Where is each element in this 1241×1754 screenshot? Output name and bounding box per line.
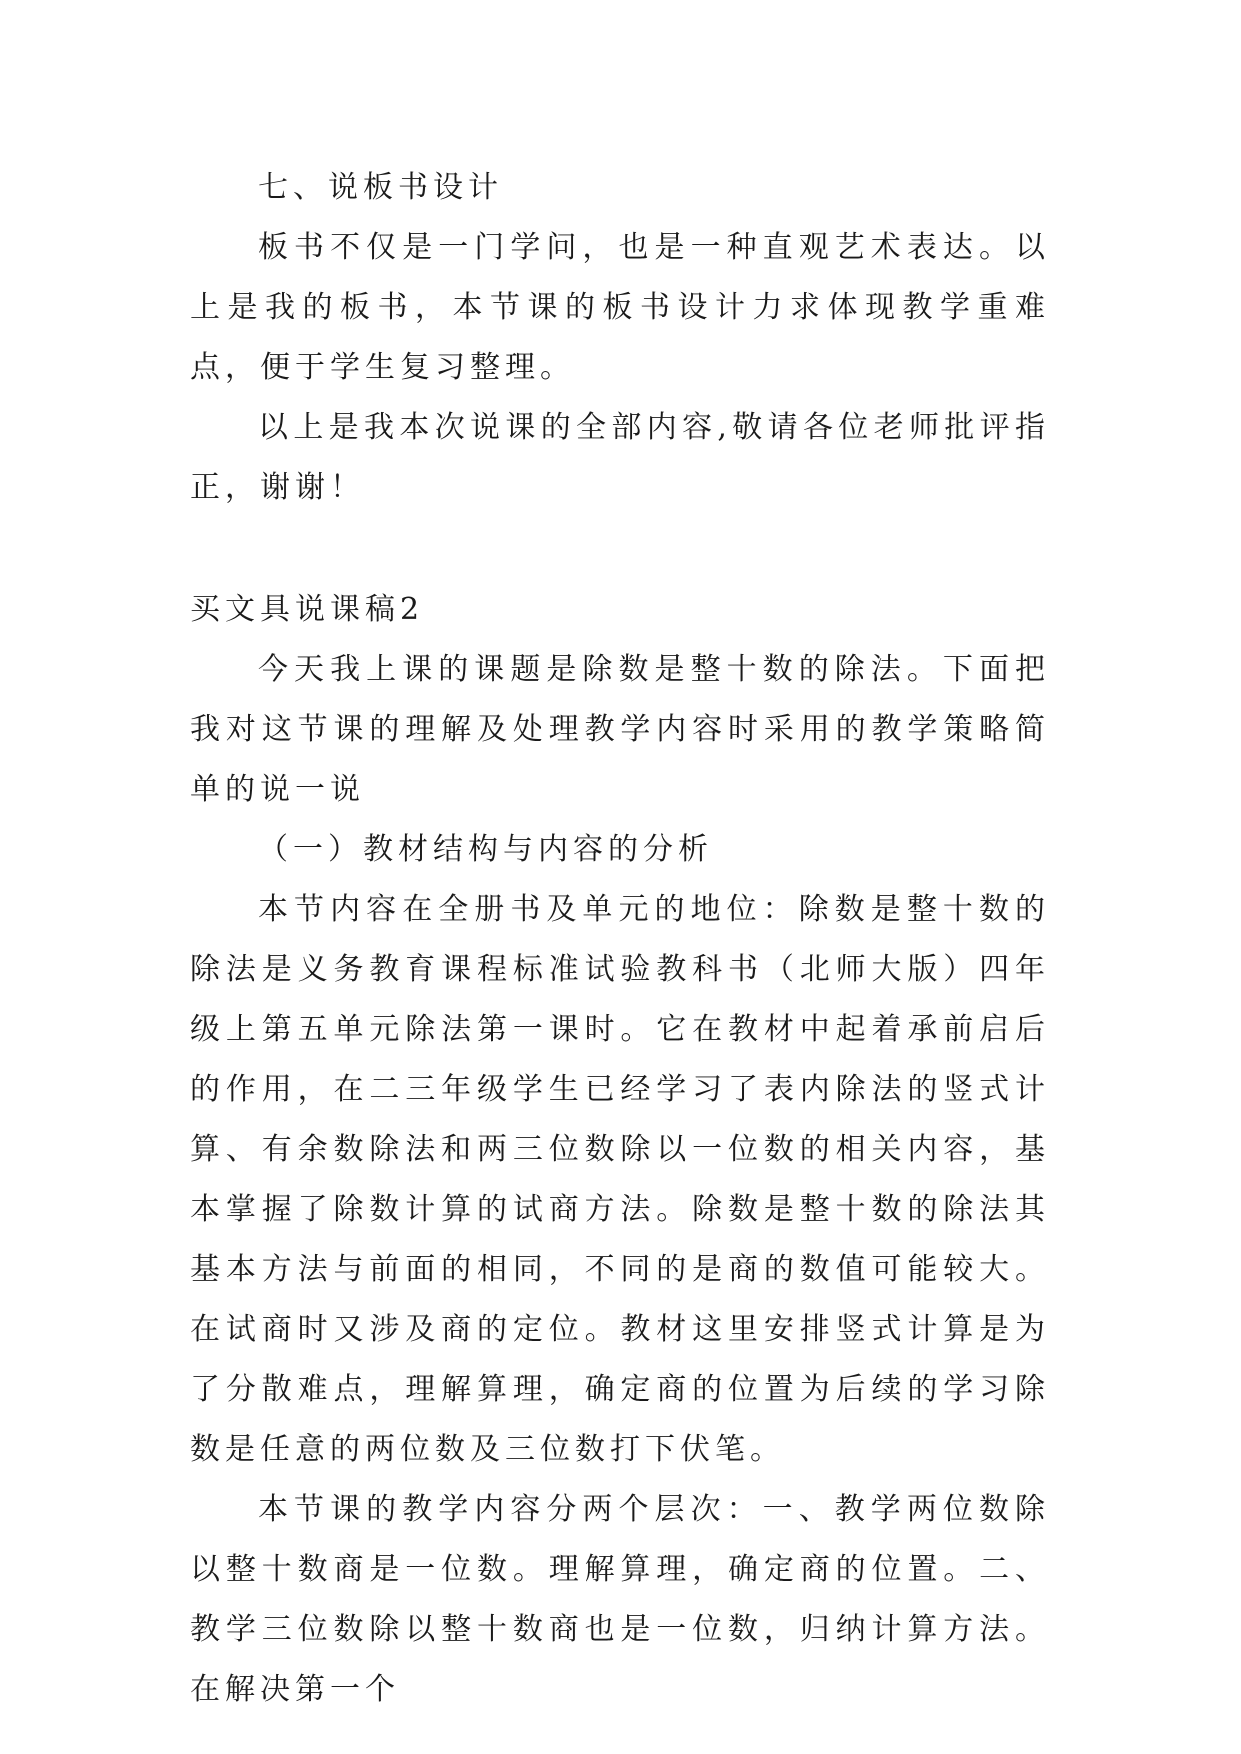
paragraph: 以上是我本次说课的全部内容,敬请各位老师批评指正，谢谢！ [190, 410, 1050, 505]
paragraph: 本节课的教学内容分两个层次：一、教学两位数除以整十数商是一位数。理解算理，确定商的位置。二、教学三位数除以整十数商也是一位数，归纳计算方法。在解决第一个 [190, 1492, 1050, 1707]
paragraph: 板书不仅是一门学问，也是一种直观艺术表达。以上是我的板书，本节课的板书设计力求体现教学重难点，便于学生复习整理。 [190, 230, 1050, 385]
paragraph: 今天我上课的课题是除数是整十数的除法。下面把我对这节课的理解及处理教学内容时采用的教学策略简单的说一说 [190, 652, 1050, 807]
sub-heading: （一）教材结构与内容的分析 [258, 832, 713, 867]
section-heading: 七、说板书设计 [258, 170, 503, 205]
document-body [190, 158, 1050, 1720]
section-gap [190, 518, 1050, 580]
paragraph: 本节内容在全册书及单元的地位：除数是整十数的除法是义务教育课程标准试验教科书（北师大版）四年级上第五单元除法第一课时。它在教材中起着承前启后的作用，在二三年级学生已经学习了表内除法的竖式计算、有余数除法和两三位数除以一位数的相关内容，基本掌握了除数计算的试商方法。除数是整十数的除法其基本方法与前面的相同，不同的是商的数值可能较大。在试商时又涉及商的定位。教材这里安排竖式计算是为了分散难点，理解算理，确定商的位置为后续的学习除数是任意的两位数及三位数打下伏笔。 [190, 892, 1050, 1467]
document-title: 买文具说课稿2 [190, 592, 425, 627]
